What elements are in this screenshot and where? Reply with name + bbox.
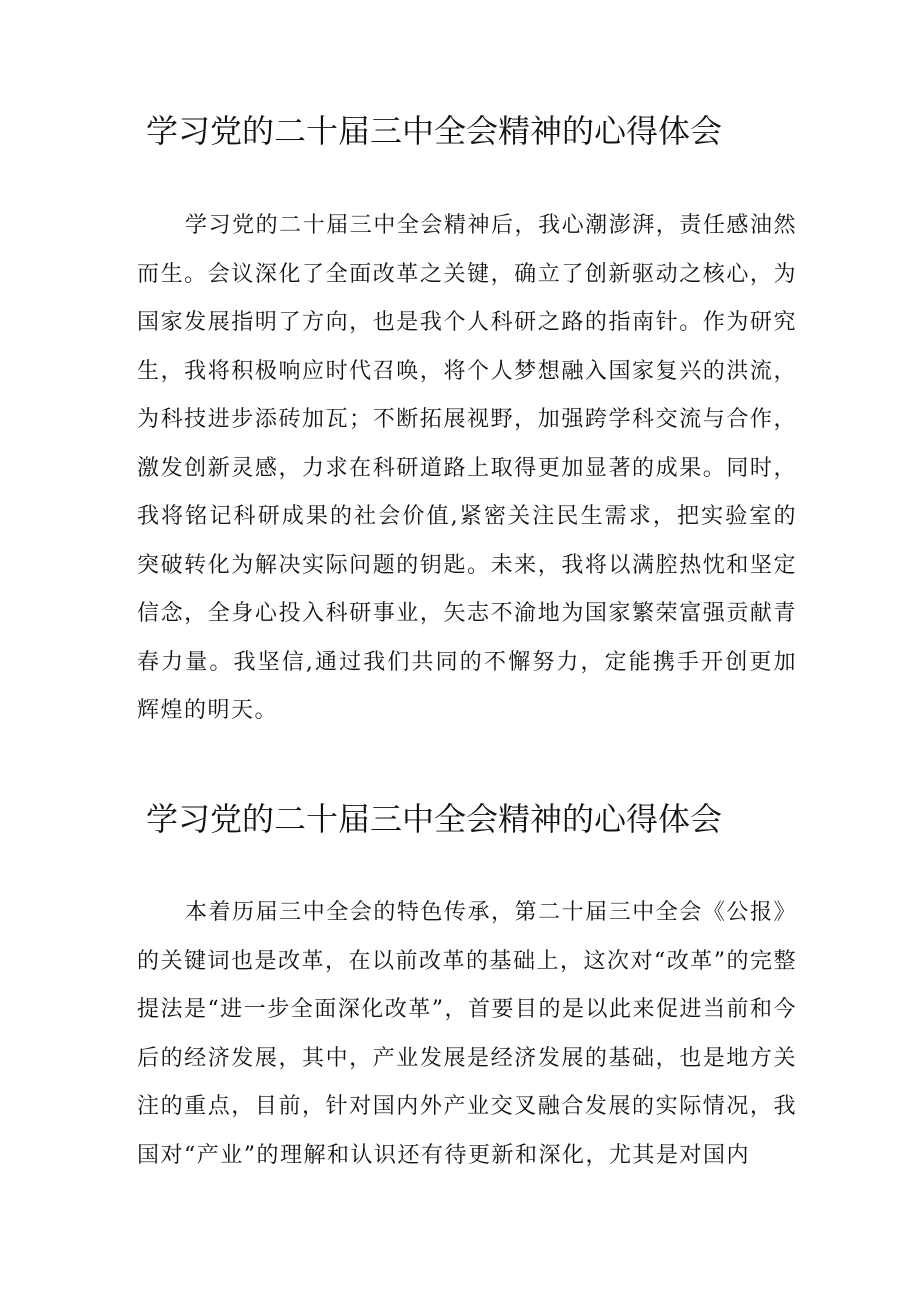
article-body: 学习党的二十届三中全会精神后，我心潮澎湃，责任感油然而生。会议深化了全面改革之关键，确立了创新驱动之核心，为国家发展指明了方向，也是我个人科研之路的指南针。作为研究生，我将积极响应时代召唤，将个人梦想融入国家复兴的洪流，为科技进步添砖加瓦；不断拓展视野，加强跨学科交流与合作，激发创新灵感，力求在科研道路上取得更加显著的成果。同时，我将铭记科研成果的社会价值,紧密关注民生需求，把实验室的突破转化为解决实际问题的钥匙。未来，我将以满腔热忱和坚定信念，全身心投入科研事业，矢志不渝地为国家繁荣富强贡献青春力量。我坚信,通过我们共同的不懈努力，定能携手开创更加辉煌的明天。: [137, 213, 797, 723]
article-title: 学习党的二十届三中全会精神的心得体会: [146, 800, 723, 838]
article-body: 本着历届三中全会的特色传承，第二十届三中全会《公报》的关键词也是改革，在以前改革的基础上，这次对“改革”的完整提法是“进一步全面深化改革”，首要目的是以此来促进当前和今后的经济发展，其中，产业发展是经济发展的基础，也是地方关注的重点，目前，针对国内外产业交叉融合发展的实际情况，我国对“产业”的理解和认识还有待更新和深化，尤其是对国内: [137, 900, 797, 1168]
article-title: 学习党的二十届三中全会精神的心得体会: [146, 112, 723, 150]
